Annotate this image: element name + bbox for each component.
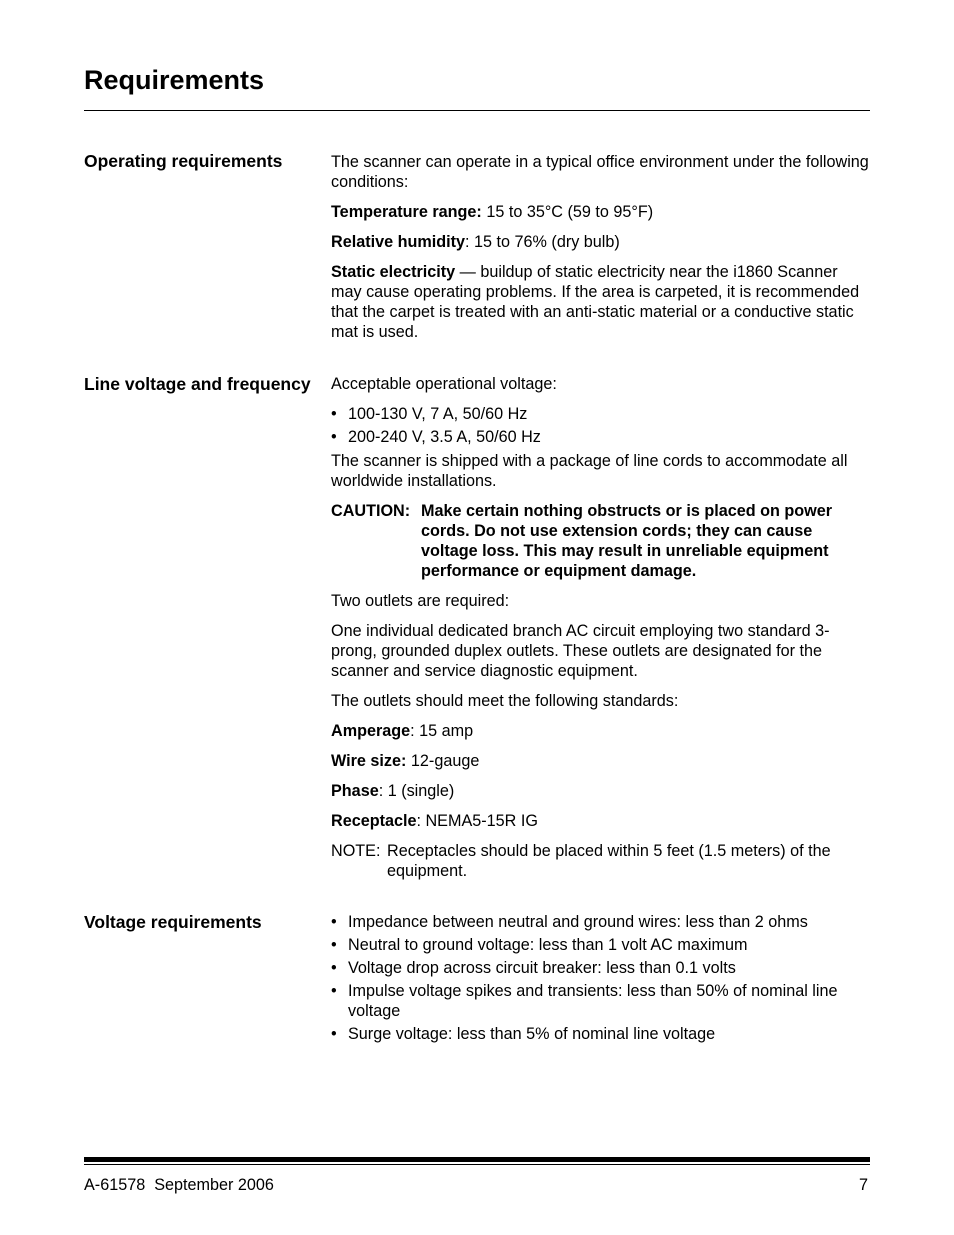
outlets-required: Two outlets are required: <box>331 592 510 610</box>
phase-value: : 1 (single) <box>378 782 455 800</box>
footer-doc-id: A-61578 September 2006 <box>84 1176 274 1194</box>
list-item: • Impulse voltage spikes and transients: less than 50% of nominal line voltage <box>331 981 871 1021</box>
operating-intro: The scanner can operate in a typical office environment under the following conditions: <box>331 153 869 191</box>
list-item: • 100-130 V, 7 A, 50/60 Hz <box>331 404 871 424</box>
wire-size <box>331 751 871 771</box>
humidity-value: : 15 to 76% (dry bulb) <box>465 233 620 251</box>
receptacle-value: : NEMA5-15R IG <box>416 812 538 830</box>
note-tag: NOTE: <box>331 842 381 860</box>
outlets-detail: One individual dedicated branch AC circuit employing two standard 3-prong, grounded duplex outlets. These outlets are designated for the scanner and service diagnostic equipment. <box>331 622 830 680</box>
amperage <box>331 721 871 741</box>
operating-requirements-body <box>331 152 871 352</box>
humidity-label: Relative humidity <box>331 233 466 251</box>
footer-divider-thin <box>84 1164 870 1165</box>
voltage-list <box>331 404 871 447</box>
line-voltage-heading: Line voltage and frequency <box>84 374 311 394</box>
caution-tag: CAUTION: <box>331 502 411 520</box>
page-title: Requirements <box>84 65 265 95</box>
list-item: • 200-240 V, 3.5 A, 50/60 Hz <box>331 427 871 447</box>
temperature-value: 15 to 35°C (59 to 95°F) <box>481 203 654 221</box>
caution-block <box>331 501 871 581</box>
list-item: • Impedance between neutral and ground wires: less than 2 ohms <box>331 912 871 932</box>
caution-message: Make certain nothing obstructs or is placed on power cords. Do not use extension cords; they can cause voltage loss. This may result in unreliable equipment performance or equipment damage. <box>421 502 833 580</box>
static-value: — buildup of static electricity near the i1860 Scanner may cause operating problems. If the area is carpeted, it is recommended that the carpet is treated with an anti-static material or a conductive static mat is used. <box>331 263 860 341</box>
list-item: • Surge voltage: less than 5% of nominal line voltage <box>331 1024 871 1044</box>
note-block <box>331 841 871 881</box>
standards-intro: The outlets should meet the following standards: <box>331 692 679 710</box>
static-label: Static electricity <box>331 263 456 281</box>
voltage-requirements-heading: Voltage requirements <box>84 912 262 932</box>
list-item: • Neutral to ground voltage: less than 1 volt AC maximum <box>331 935 871 955</box>
temperature-label: Temperature range: <box>331 203 482 221</box>
page-number: 7 <box>858 1176 868 1194</box>
phase <box>331 781 871 801</box>
voltage-intro: Acceptable operational voltage: <box>331 375 557 393</box>
list-item: • Voltage drop across circuit breaker: less than 0.1 volts <box>331 958 871 978</box>
note-message: Receptacles should be placed within 5 feet (1.5 meters) of the equipment. <box>387 842 831 880</box>
temperature-range <box>331 202 871 222</box>
footer-divider-thick <box>84 1157 870 1162</box>
title-divider <box>84 110 870 111</box>
amperage-value: : 15 amp <box>410 722 474 740</box>
operating-requirements-heading: Operating requirements <box>84 151 283 171</box>
phase-label: Phase <box>331 782 379 800</box>
relative-humidity <box>331 232 871 252</box>
amperage-label: Amperage <box>331 722 411 740</box>
receptacle <box>331 811 871 831</box>
wire-size-label: Wire size: <box>331 752 407 770</box>
receptacle-label: Receptacle <box>331 812 417 830</box>
voltage-requirements-list <box>331 912 871 1044</box>
line-cords-text: The scanner is shipped with a package of line cords to accommodate all worldwide installations. <box>331 452 848 490</box>
line-voltage-body <box>331 374 871 891</box>
wire-size-value: 12-gauge <box>406 752 480 770</box>
static-electricity <box>331 262 871 342</box>
voltage-requirements-body <box>331 912 871 1048</box>
